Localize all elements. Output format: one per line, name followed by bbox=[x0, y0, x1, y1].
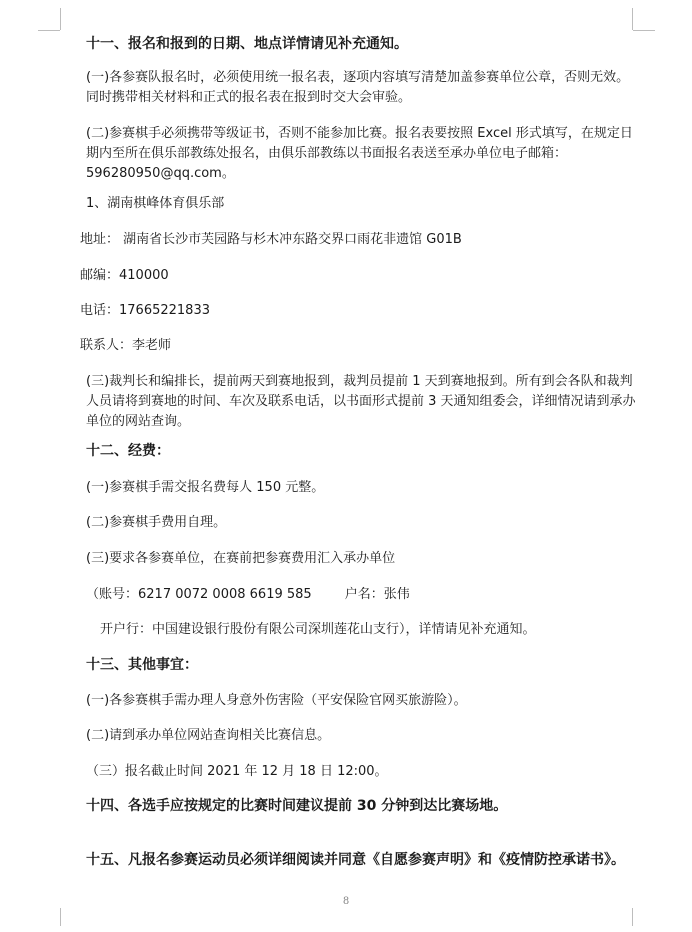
bank-account: （账号：6217 0072 0008 6619 585 户名：张伟 bbox=[86, 587, 410, 602]
section-11-paragraph-2: (二)参赛棋手必须携带等级证书，否则不能参加比赛。报名表要按照 Excel 形式填写，在规定日期内至所在俱乐部教练处报名，由俱乐部教练以书面报名表送至承办单位电子邮箱：596280950@qq.com。 bbox=[86, 126, 633, 181]
crop-mark-top-left-h bbox=[38, 30, 60, 31]
crop-mark-bottom-left bbox=[60, 908, 61, 926]
club-address: 地址： 湖南省长沙市芙园路与杉木冲东路交界口雨花非遗馆 G01B bbox=[80, 232, 462, 247]
section-15-heading: 十五、凡报名参赛运动员必须详细阅读并同意《自愿参赛声明》和《疫情防控承诺书》。 bbox=[86, 852, 625, 868]
crop-mark-bottom-right bbox=[632, 908, 633, 926]
section-12-paragraph-3: (三)要求各参赛单位，在赛前把参赛费用汇入承办单位 bbox=[86, 551, 396, 566]
crop-mark-top-right bbox=[632, 8, 633, 30]
club-contact: 联系人：李老师 bbox=[80, 338, 172, 353]
section-14-heading: 十四、各选手应按规定的比赛时间建议提前 30 分钟到达比赛场地。 bbox=[86, 798, 508, 814]
crop-mark-top-right-h bbox=[633, 30, 655, 31]
club-phone: 电话：17665221833 bbox=[80, 303, 210, 318]
page-number: 8 bbox=[342, 896, 350, 907]
club-postcode: 邮编：410000 bbox=[80, 268, 169, 283]
section-13-paragraph-2: (二)请到承办单位网站查询相关比赛信息。 bbox=[86, 728, 331, 743]
club-name: 1、湖南棋峰体育俱乐部 bbox=[86, 196, 225, 211]
section-12-paragraph-1: (一)参赛棋手需交报名费每人 150 元整。 bbox=[86, 480, 325, 495]
section-13-heading: 十三、其他事宜： bbox=[86, 657, 198, 673]
bank-name: 开户行：中国建设银行股份有限公司深圳莲花山支行），详情请见补充通知。 bbox=[100, 622, 536, 637]
section-13-paragraph-3: （三）报名截止时间 2021 年 12 月 18 日 12:00。 bbox=[86, 764, 388, 779]
section-12-paragraph-2: (二)参赛棋手费用自理。 bbox=[86, 515, 227, 530]
section-13-paragraph-1: (一)各参赛棋手需办理人身意外伤害险（平安保险官网买旅游险）。 bbox=[86, 693, 467, 708]
crop-mark-top-left bbox=[60, 8, 61, 30]
section-11-paragraph-1: (一)各参赛队报名时，必须使用统一报名表，逐项内容填写清楚加盖参赛单位公章，否则无效。同时携带相关材料和正式的报名表在报到时交大会审验。 bbox=[86, 70, 630, 105]
section-12-heading: 十二、经费： bbox=[86, 443, 170, 459]
section-11-heading: 十一、报名和报到的日期、地点详情请见补充通知。 bbox=[86, 36, 408, 52]
section-11-paragraph-3: (三)裁判长和编排长，提前两天到赛地报到，裁判员提前 1 天到赛地报到。所有到会各队和裁判人员请将到赛地的时间、车次及联系电话，以书面形式提前 3 天通知组委会，详细情况请到承办单位的网站查询。 bbox=[86, 374, 636, 429]
